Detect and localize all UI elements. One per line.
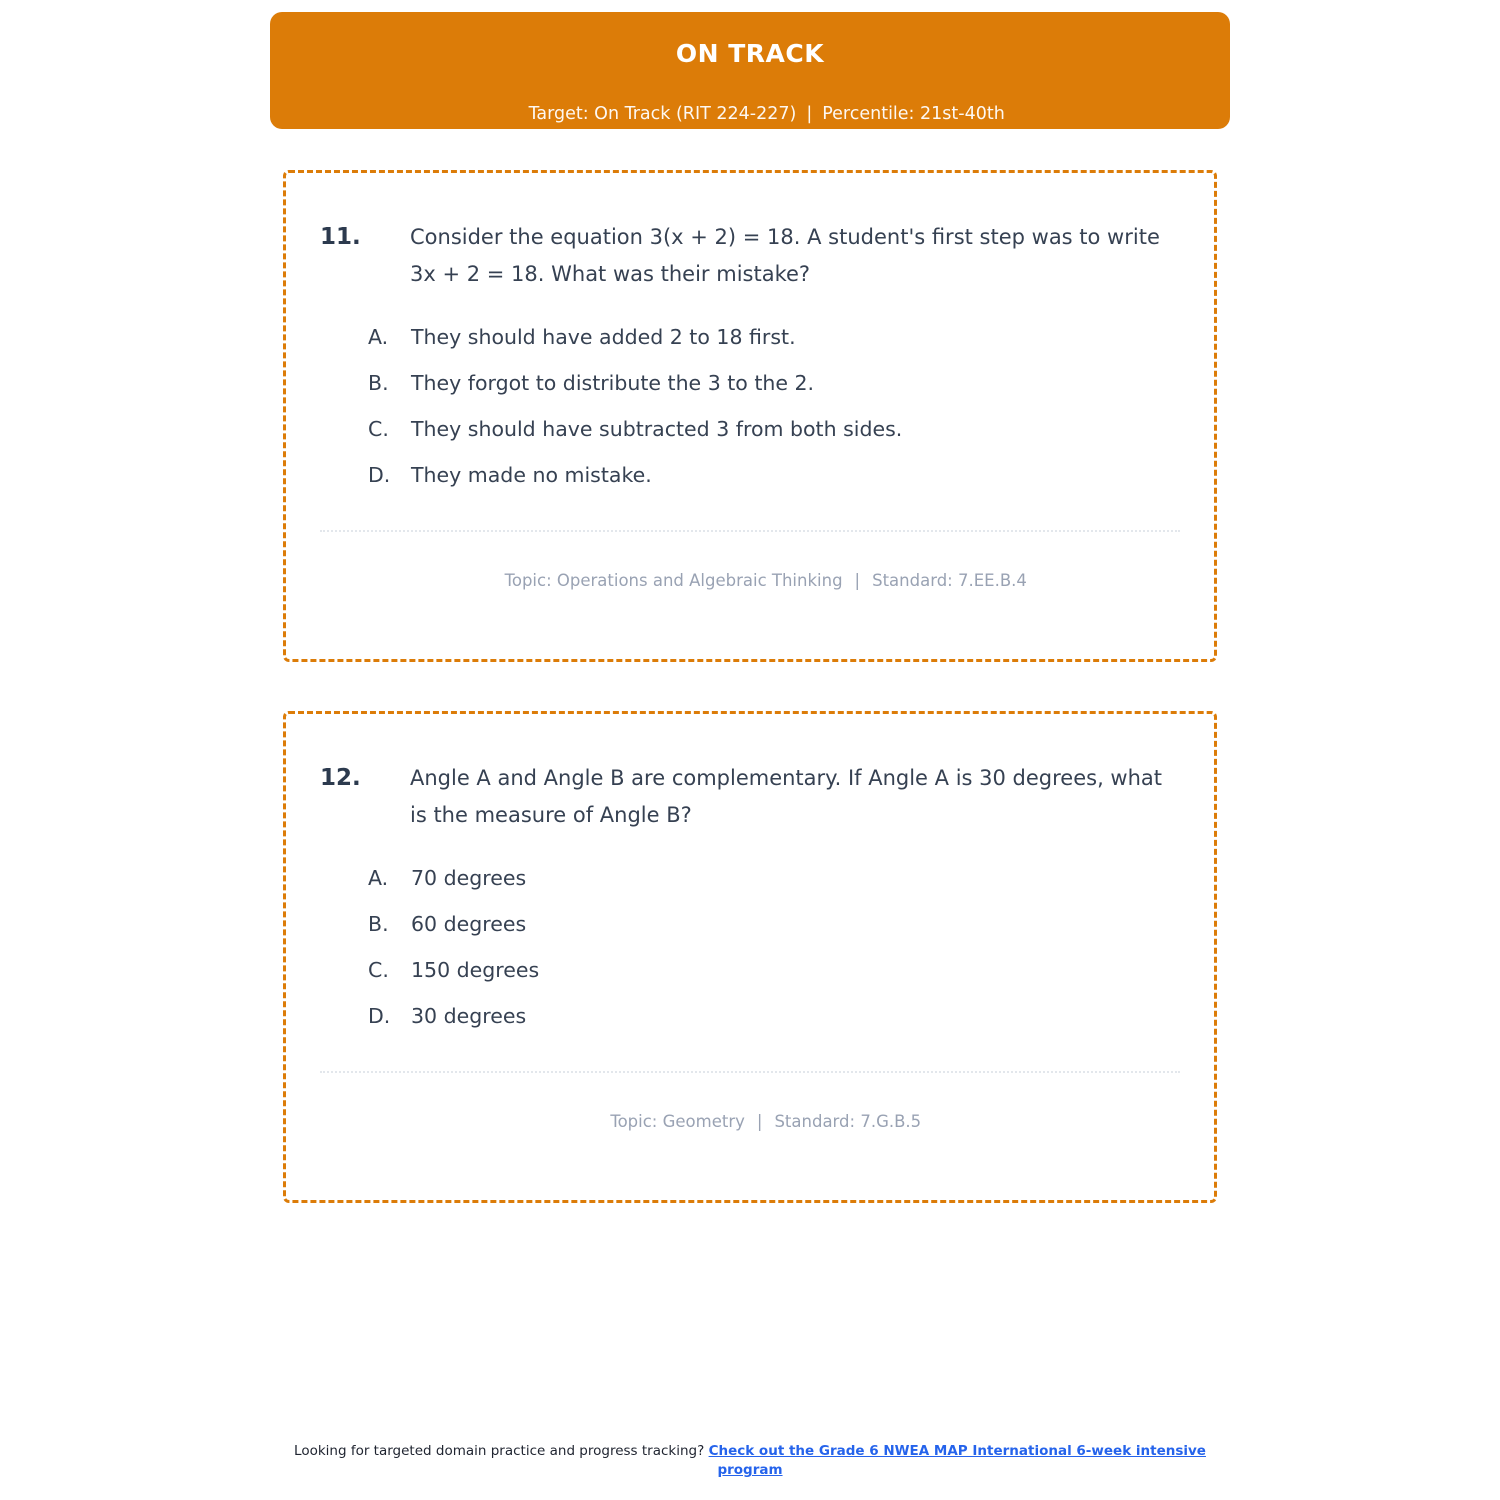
options-list: [368, 866, 1180, 1029]
meta-topic: Topic: Geometry: [610, 1112, 745, 1131]
option-text: 60 degrees: [411, 912, 527, 936]
option-text: They forgot to distribute the 3 to the 2.: [411, 371, 815, 395]
question-number: 12.: [320, 765, 361, 791]
question-text: Angle A and Angle B are complementary. If Angle A is 30 degrees, what is the measure of Angle B?: [410, 766, 1163, 827]
meta-topic: Topic: Operations and Algebraic Thinking: [504, 571, 843, 590]
band-percentile: Percentile: 21st-40th: [822, 104, 1005, 124]
option-b: [368, 371, 1180, 396]
option-a: [368, 866, 1180, 891]
option-letter: B.: [368, 371, 389, 395]
option-b: [368, 912, 1180, 937]
band-subtitle: [270, 84, 1230, 144]
content-column: [270, 0, 1230, 1203]
option-letter: C.: [368, 417, 389, 441]
option-text: 30 degrees: [411, 1004, 527, 1028]
subtitle-divider: |: [806, 104, 813, 124]
meta-divider: |: [756, 1112, 763, 1131]
question-card-11: [283, 170, 1217, 662]
question-row: [320, 219, 1180, 293]
program-link[interactable]: Check out the Grade 6 NWEA MAP International 6-week intensive program: [708, 1443, 1206, 1478]
question-meta: [320, 552, 1180, 609]
option-text: 150 degrees: [411, 958, 540, 982]
question-number: 11.: [320, 224, 361, 250]
option-c: [368, 417, 1180, 442]
meta-standard: Standard: 7.G.B.5: [774, 1112, 922, 1131]
meta-divider: |: [854, 571, 861, 590]
option-d: [368, 463, 1180, 488]
option-c: [368, 958, 1180, 983]
option-d: [368, 1004, 1180, 1029]
option-text: 70 degrees: [411, 866, 527, 890]
option-a: [368, 325, 1180, 350]
meta-separator: [320, 530, 1180, 532]
question-meta: [320, 1093, 1180, 1150]
footer-cta: [0, 1442, 1500, 1480]
option-text: They should have subtracted 3 from both sides.: [411, 417, 903, 441]
option-letter: D.: [368, 463, 391, 487]
meta-separator: [320, 1071, 1180, 1073]
question-row: [320, 760, 1180, 834]
option-letter: A.: [368, 325, 389, 349]
band-target: Target: On Track (RIT 224-227): [528, 104, 797, 124]
question-card-12: [283, 711, 1217, 1203]
option-letter: C.: [368, 958, 389, 982]
question-text: Consider the equation 3(x + 2) = 18. A student's first step was to write 3x + 2 = 18. What was their mistake?: [410, 225, 1160, 286]
band-title: ON TRACK: [675, 39, 825, 68]
footer-prompt: Looking for targeted domain practice and progress tracking?: [294, 1443, 709, 1459]
score-band-banner: [270, 12, 1230, 129]
option-letter: A.: [368, 866, 389, 890]
options-list: [368, 325, 1180, 488]
option-text: They made no mistake.: [411, 463, 652, 487]
option-letter: D.: [368, 1004, 391, 1028]
option-letter: B.: [368, 912, 389, 936]
option-text: They should have added 2 to 18 first.: [411, 325, 796, 349]
meta-standard: Standard: 7.EE.B.4: [872, 571, 1027, 590]
